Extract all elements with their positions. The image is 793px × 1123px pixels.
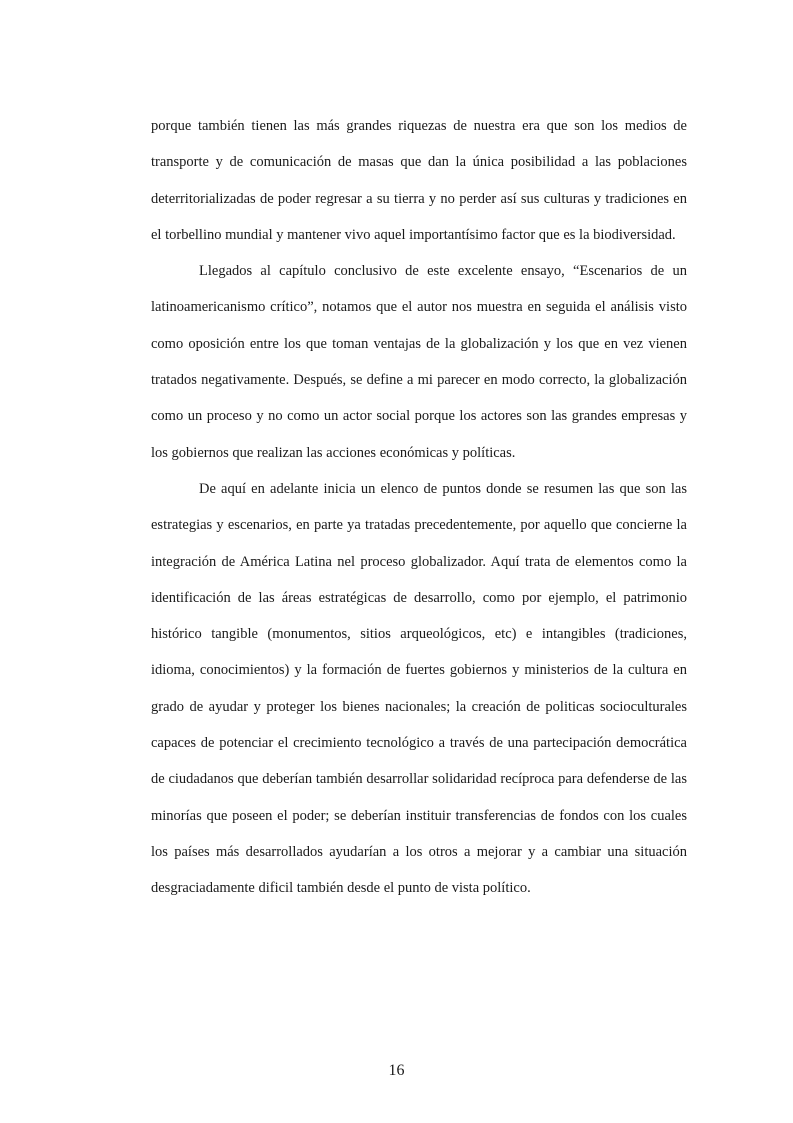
paragraph-continuation: porque también tienen las más grandes riquezas de nuestra era que son los medios de transporte y de comunicación de masas que dan la única posibilidad a las poblaciones deterritorializadas de poder regresar a su tierra y no perder así sus culturas y tradiciones en el torbellino mundial y mantener vivo aquel importantísimo factor que es la biodiversidad. [151,118,687,243]
document-body [151,108,687,907]
paragraph-strategies: De aquí en adelante inicia un elenco de puntos donde se resumen las que son las estrategias y escenarios, en parte ya tratadas precedentemente, por aquello que concierne la integración de América Latina nel proceso globalizador. Aquí trata de elementos como la identificación de las áreas estratégicas de desarrollo, como por ejemplo, el patrimonio histórico tangible (monumentos, sitios arqueológicos, etc) e intangibles (tradiciones, idioma, conocimientos) y la formación de fuertes gobiernos y ministerios de la cultura en grado de ayudar y proteger los bienes nacionales; la creación de politicas socioculturales capaces de potenciar el crecimiento tecnológico a través de una partecipación democrática de ciudadanos que deberían también desarrollar solidaridad recíproca para defenderse de las minorías que poseen el poder; se deberían instituir transferencias de fondos con los cuales los países más desarrollados ayudarían a los otros a mejorar y a cambiar una situación desgraciadamente dificil también desde el punto de vista político. [151,480,687,897]
page-number: 16 [388,1062,405,1079]
paragraph-conclusive-chapter: Llegados al capítulo conclusivo de este excelente ensayo, “Escenarios de un latinoamericanismo crítico”, notamos que el autor nos muestra en seguida el análisis visto como oposición entre los que toman ventajas de la globalización y los que en vez vienen tratados negativamente. Después, se define a mi parecer en modo correcto, la globalización como un proceso y no como un actor social porque los actores son las grandes empresas y los gobiernos que realizan las acciones económicas y políticas. [151,263,687,461]
